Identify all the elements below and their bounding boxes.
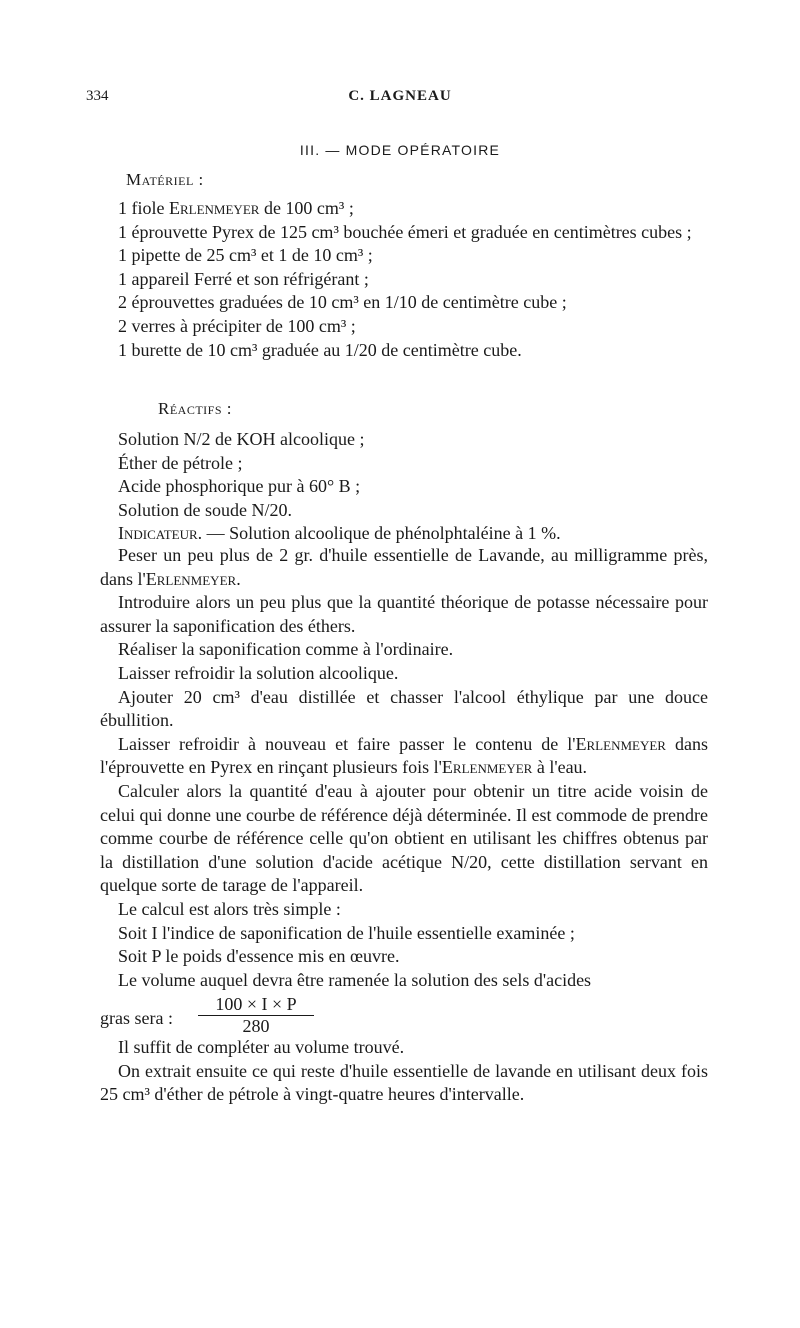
materiel-item: 2 verres à précipiter de 100 cm³ ; <box>118 315 356 336</box>
materiel-item: 1 burette de 10 cm³ graduée au 1/20 de centimètre cube. <box>118 339 522 360</box>
paragraph: On extrait ensuite ce qui reste d'huile essentielle de lavande en utilisant deux fois 25 cm³ d'éther de pétrole à vingt-quatre heures d'intervalle. <box>100 1060 708 1105</box>
reactif-item: Éther de pétrole ; <box>118 452 243 473</box>
paragraph-text: Peser un peu plus de 2 gr. d'huile essentielle de Lavande, au milligramme près, dans l' <box>100 545 708 589</box>
reactifs-heading: Réactifs : <box>158 399 232 418</box>
reactif-item: Solution de soude N/20. <box>118 499 292 520</box>
formula-lead: gras sera : <box>100 1008 173 1029</box>
materiel-list <box>118 197 708 362</box>
reactif-item: Solution N/2 de KOH alcoolique ; <box>118 429 365 449</box>
fraction-numerator: 100 × I × P <box>198 994 314 1016</box>
paragraph: Soit I l'indice de saponification de l'huile essentielle examinée ; <box>118 922 575 943</box>
paragraph-text: Laisser refroidir à nouveau et faire passer le contenu de l' <box>118 733 576 754</box>
paragraph: Soit P le poids d'essence mis en œuvre. <box>118 946 400 967</box>
page-header <box>86 88 714 112</box>
section-title: III. — MODE OPÉRATOIRE <box>299 142 501 158</box>
paragraph-text: à l'eau. <box>532 757 588 778</box>
erlenmeyer-name: Erlenmeyer <box>441 757 533 778</box>
paragraph: Introduire alors un peu plus que la quantité théorique de potasse nécessaire pour assurer la saponification des éthers. <box>100 592 708 636</box>
page-number: 334 <box>86 88 109 104</box>
indicateur-line <box>118 522 708 546</box>
indicateur-text: — Solution alcoolique de phénolphtaléine à 1 %. <box>202 523 561 544</box>
procedure-text <box>100 544 708 1107</box>
paragraph <box>100 733 708 780</box>
materiel-item-text: de 100 cm³ ; <box>259 198 354 218</box>
paragraph: Calculer alors la quantité d'eau à ajouter pour obtenir un titre acide voisin de celui qui donne une courbe de référence déjà déterminée. Il est commode de prendre comme courbe de référence celle qu'on obtient en utilisant les chiffres obtenus par la distillation d'une solution d'acide acétique N/20, cette distillation servant en quelque sorte de tarage de l'appareil. <box>100 780 708 896</box>
paragraph: Le calcul est alors très simple : <box>118 898 341 919</box>
paragraph-text: dans l'éprouvette en Pyrex en rinçant plusieurs fois l' <box>100 733 708 778</box>
fraction <box>198 994 314 1037</box>
paragraph-text: . <box>236 568 241 589</box>
reactif-item: Acide phosphorique pur à 60° B ; <box>118 476 361 497</box>
paragraph <box>100 544 708 591</box>
indicateur-label: Indicateur. <box>118 523 203 544</box>
reactifs-list <box>118 428 708 546</box>
materiel-item <box>118 197 708 221</box>
paragraph: Laisser refroidir la solution alcoolique. <box>118 662 399 683</box>
materiel-heading: Matériel : <box>126 170 204 189</box>
running-head: C. LAGNEAU <box>348 88 452 104</box>
materiel-item: 1 éprouvette Pyrex de 125 cm³ bouchée émeri et graduée en centimètres cubes ; <box>118 221 692 242</box>
erlenmeyer-name: Erlenmeyer <box>145 568 237 589</box>
materiel-item: 1 pipette de 25 cm³ et 1 de 10 cm³ ; <box>118 245 373 266</box>
materiel-item-text: 1 fiole <box>118 198 169 218</box>
paragraph: Réaliser la saponification comme à l'ordinaire. <box>118 639 454 660</box>
erlenmeyer-name: Erlenmeyer <box>575 733 666 754</box>
materiel-item: 1 appareil Ferré et son réfrigérant ; <box>118 268 369 289</box>
fraction-denominator: 280 <box>242 1016 270 1037</box>
materiel-item: 2 éprouvettes graduées de 10 cm³ en 1/10 de centimètre cube ; <box>118 292 567 313</box>
erlenmeyer-name: Erlenmeyer <box>169 198 260 218</box>
paragraph: Ajouter 20 cm³ d'eau distillée et chasser l'alcool éthylique par une douce ébullition. <box>100 686 708 731</box>
paragraph: Le volume auquel devra être ramenée la solution des sels d'acides <box>118 969 592 990</box>
paragraph: Il suffit de compléter au volume trouvé. <box>118 1037 405 1058</box>
formula <box>100 992 708 1036</box>
